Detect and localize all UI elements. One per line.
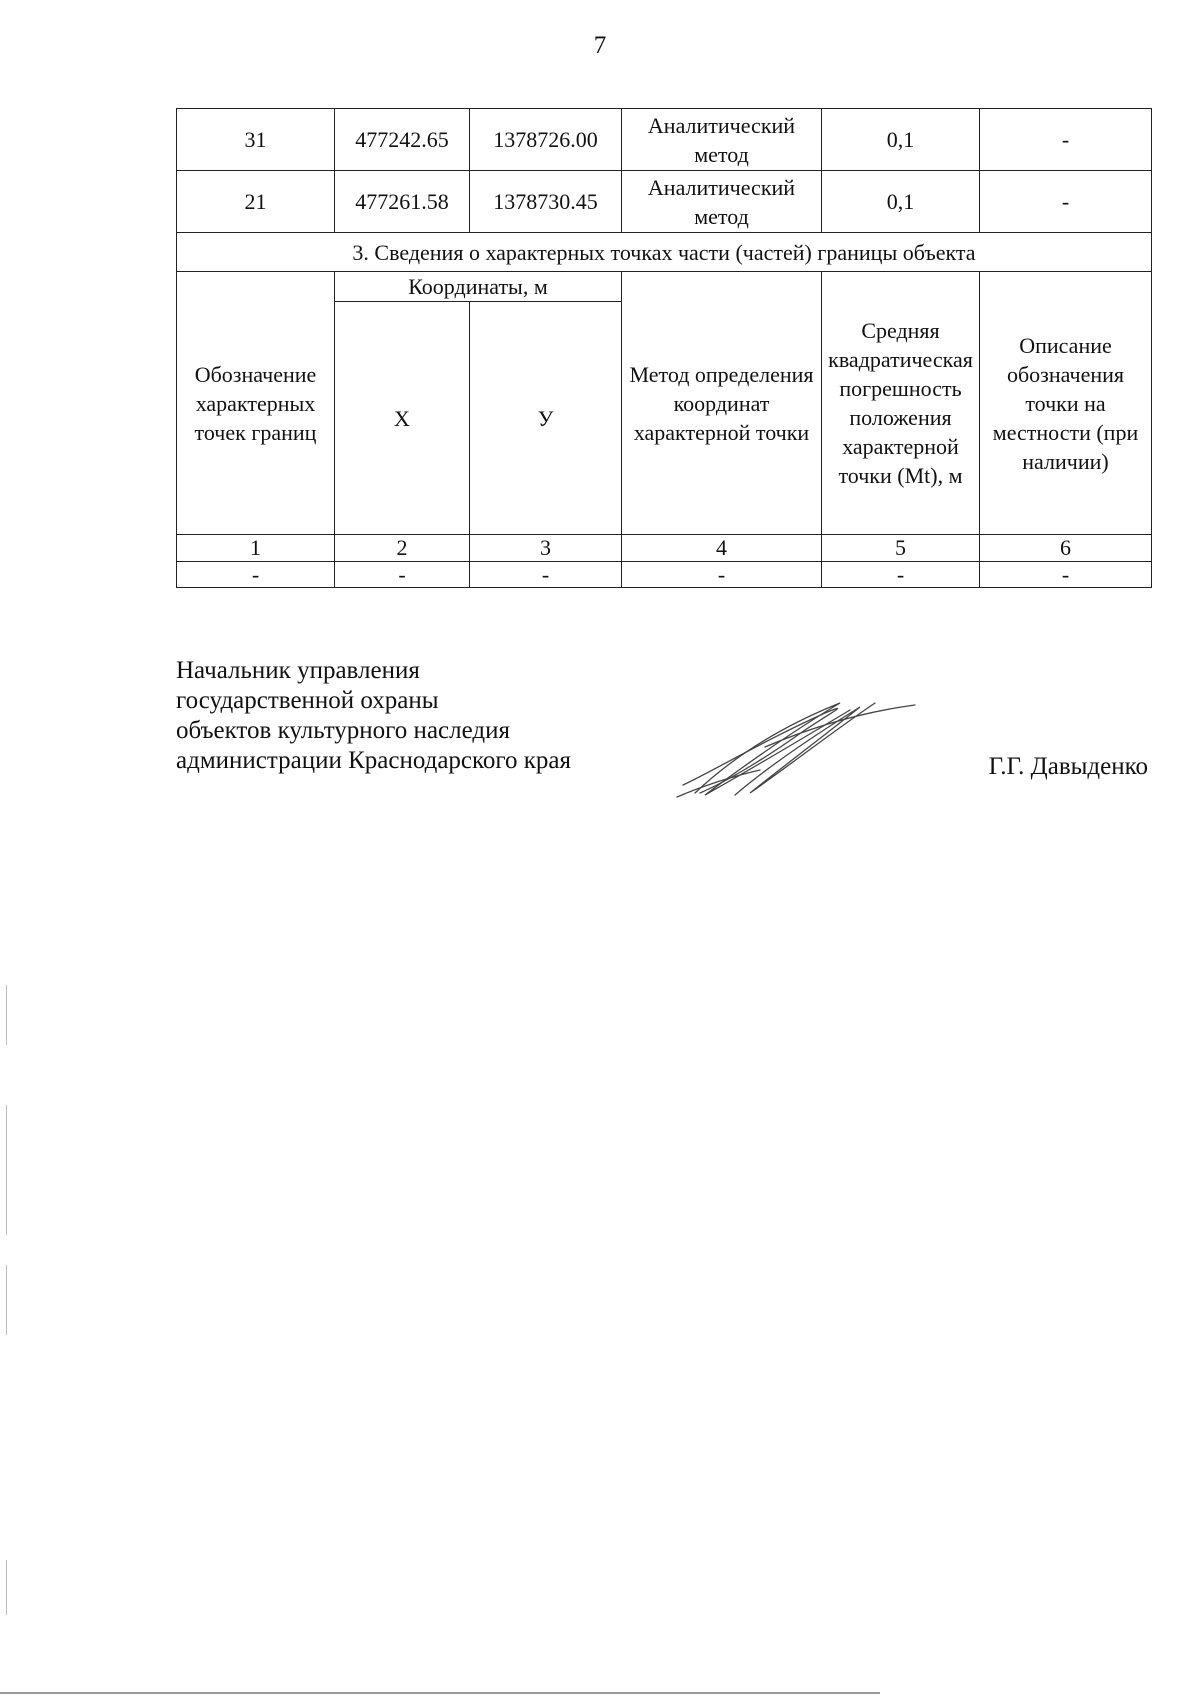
header-method: Метод определения координат характерной точки <box>622 272 822 535</box>
page-number: 7 <box>593 32 607 59</box>
scan-artifact <box>6 985 7 1045</box>
cell-accuracy: 0,1 <box>822 171 980 233</box>
header-description: Описание обозначения точки на местности (при наличии) <box>980 272 1152 535</box>
cell-x: 477261.58 <box>335 171 470 233</box>
signatory-position-line: объектов культурного наследия <box>176 717 510 744</box>
column-number: 4 <box>622 535 822 562</box>
header-y: У <box>470 302 622 535</box>
section-title-row <box>177 233 1152 272</box>
header-row <box>177 272 1152 302</box>
column-number: 6 <box>980 535 1152 562</box>
scan-artifact <box>6 1265 7 1335</box>
column-number: 2 <box>335 535 470 562</box>
cell-y: 1378730.45 <box>470 171 622 233</box>
cell-y: 1378726.00 <box>470 109 622 171</box>
signatory-position-line: государственной охраны <box>176 687 439 714</box>
handwritten-signature <box>675 685 920 810</box>
cell-method: Аналитический метод <box>622 109 822 171</box>
cell-point: 21 <box>177 171 335 233</box>
empty-cell: - <box>622 562 822 588</box>
cell-x: 477242.65 <box>335 109 470 171</box>
empty-cell: - <box>177 562 335 588</box>
coordinates-table <box>176 108 1152 588</box>
scan-edge-line <box>0 1692 880 1694</box>
table-row <box>177 109 1152 171</box>
section-title: 3. Сведения о характерных точках части (частей) границы объекта <box>177 233 1152 272</box>
column-number: 5 <box>822 535 980 562</box>
table-row <box>177 562 1152 588</box>
signatory-name: Г.Г. Давыденко <box>988 753 1148 780</box>
column-number-row <box>177 535 1152 562</box>
column-number: 3 <box>470 535 622 562</box>
scan-artifact <box>6 1560 7 1615</box>
header-coordinates: Координаты, м <box>335 272 622 302</box>
empty-cell: - <box>470 562 622 588</box>
scan-artifact <box>6 1105 7 1235</box>
cell-method: Аналитический метод <box>622 171 822 233</box>
cell-point: 31 <box>177 109 335 171</box>
cell-accuracy: 0,1 <box>822 109 980 171</box>
cell-description: - <box>980 109 1152 171</box>
empty-cell: - <box>335 562 470 588</box>
cell-description: - <box>980 171 1152 233</box>
signatory-position <box>176 656 571 776</box>
header-accuracy: Средняя квадратическая погрешность положения характерной точки (Mt), м <box>822 272 980 535</box>
signatory-position-line: администрации Краснодарского края <box>176 747 572 774</box>
column-number: 1 <box>177 535 335 562</box>
empty-cell: - <box>822 562 980 588</box>
table-row <box>177 171 1152 233</box>
header-x: Х <box>335 302 470 535</box>
empty-cell: - <box>980 562 1152 588</box>
signatory-position-line: Начальник управления <box>176 657 420 684</box>
header-point-designation: Обозначение характерных точек границ <box>177 272 335 535</box>
